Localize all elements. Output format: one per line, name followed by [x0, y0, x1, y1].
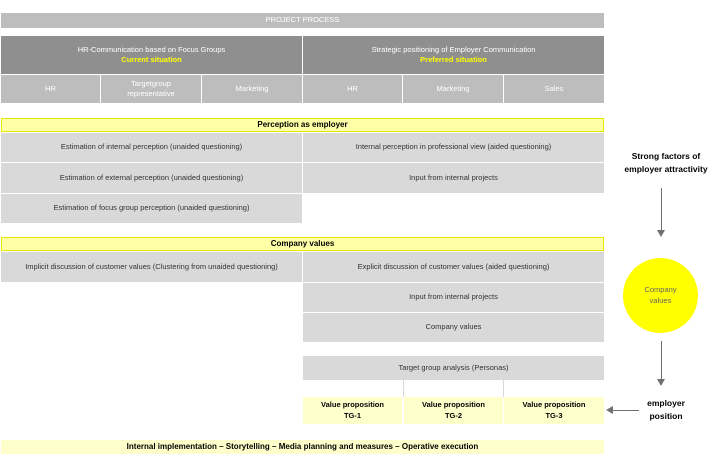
current-subtitle: Current situation: [121, 55, 182, 64]
role-marketing-right: [403, 75, 503, 103]
value-proposition-label: Value proposition TG-1: [321, 400, 384, 420]
company-values-right-2: [303, 283, 604, 312]
company-values-item: Implicit discussion of customer values (Clustering from unaided questioning): [25, 261, 278, 271]
company-values-right-1: [303, 252, 604, 282]
target-group-analysis: [303, 356, 604, 380]
value-proposition-tg3: [504, 397, 604, 424]
perception-right-1: [303, 133, 604, 162]
arrow-down-2-icon: [657, 379, 665, 386]
perception-item: Estimation of internal perception (unaided questioning): [60, 142, 243, 152]
value-proposition-tg1: [303, 397, 402, 424]
perception-header: [1, 118, 604, 132]
current-situation-panel: [1, 36, 302, 74]
company-values-item: Company values: [425, 322, 482, 332]
employer-position-label: employer position: [647, 398, 685, 421]
footer-label: Internal implementation – Storytelling – Media planning and measures – Operative execution: [126, 441, 479, 451]
target-analysis-label: Target group analysis (Personas): [398, 362, 509, 372]
strong-factors-label: Strong factors of employer attractivity: [624, 151, 708, 174]
preferred-situation-panel: [303, 36, 604, 74]
perception-item: Estimation of external perception (unaided questioning): [59, 172, 244, 182]
role-label: Sales: [544, 83, 564, 93]
target-divider-1: [403, 380, 404, 397]
perception-left-3: [1, 194, 302, 223]
role-label: HR: [347, 83, 358, 93]
perception-left-2: [1, 163, 302, 193]
role-hr-right: [303, 75, 402, 103]
role-targetgroup: [101, 75, 201, 103]
implementation-footer: [1, 440, 604, 454]
circle-label: Company values: [644, 285, 677, 305]
company-values-header: [1, 237, 604, 251]
current-title: HR-Communication based on Focus Groups: [77, 44, 226, 54]
perception-item: Internal perception in professional view (aided questioning): [355, 142, 552, 152]
company-values-item: Input from internal projects: [409, 292, 498, 302]
company-values-left: [1, 252, 302, 282]
arrow-left-icon: [606, 406, 613, 414]
arrow-down-2-line: [661, 341, 662, 379]
role-label: Marketing: [235, 83, 269, 93]
company-values-circle: [623, 258, 698, 333]
project-process-header: [1, 13, 604, 28]
value-proposition-label: Value proposition TG-3: [522, 400, 586, 420]
perception-header-label: Perception as employer: [257, 119, 348, 129]
role-sales: [504, 75, 604, 103]
target-divider-2: [503, 380, 504, 397]
header-title: PROJECT PROCESS: [265, 15, 340, 25]
preferred-subtitle: Preferred situation: [420, 55, 487, 64]
company-values-item: Explicit discussion of customer values (aided questioning): [357, 261, 550, 271]
value-proposition-tg2: [404, 397, 503, 424]
company-values-right-3: [303, 313, 604, 342]
company-values-header-label: Company values: [270, 238, 335, 248]
role-label: Targetgroup representative: [127, 78, 175, 98]
perception-left-1: [1, 133, 302, 162]
preferred-title: Strategic positioning of Employer Communication: [371, 44, 536, 54]
value-proposition-label: Value proposition TG-2: [422, 400, 485, 420]
role-hr-left: [1, 75, 100, 103]
role-label: Marketing: [436, 83, 470, 93]
role-label: HR: [45, 83, 56, 93]
arrow-down-1-icon: [657, 230, 665, 237]
role-marketing-left: [202, 75, 302, 103]
perception-item: Input from internal projects: [409, 172, 498, 182]
arrow-down-1-line: [661, 188, 662, 230]
perception-right-2: [303, 163, 604, 193]
perception-item: Estimation of focus group perception (unaided questioning): [53, 203, 250, 213]
arrow-left-line: [611, 410, 639, 411]
